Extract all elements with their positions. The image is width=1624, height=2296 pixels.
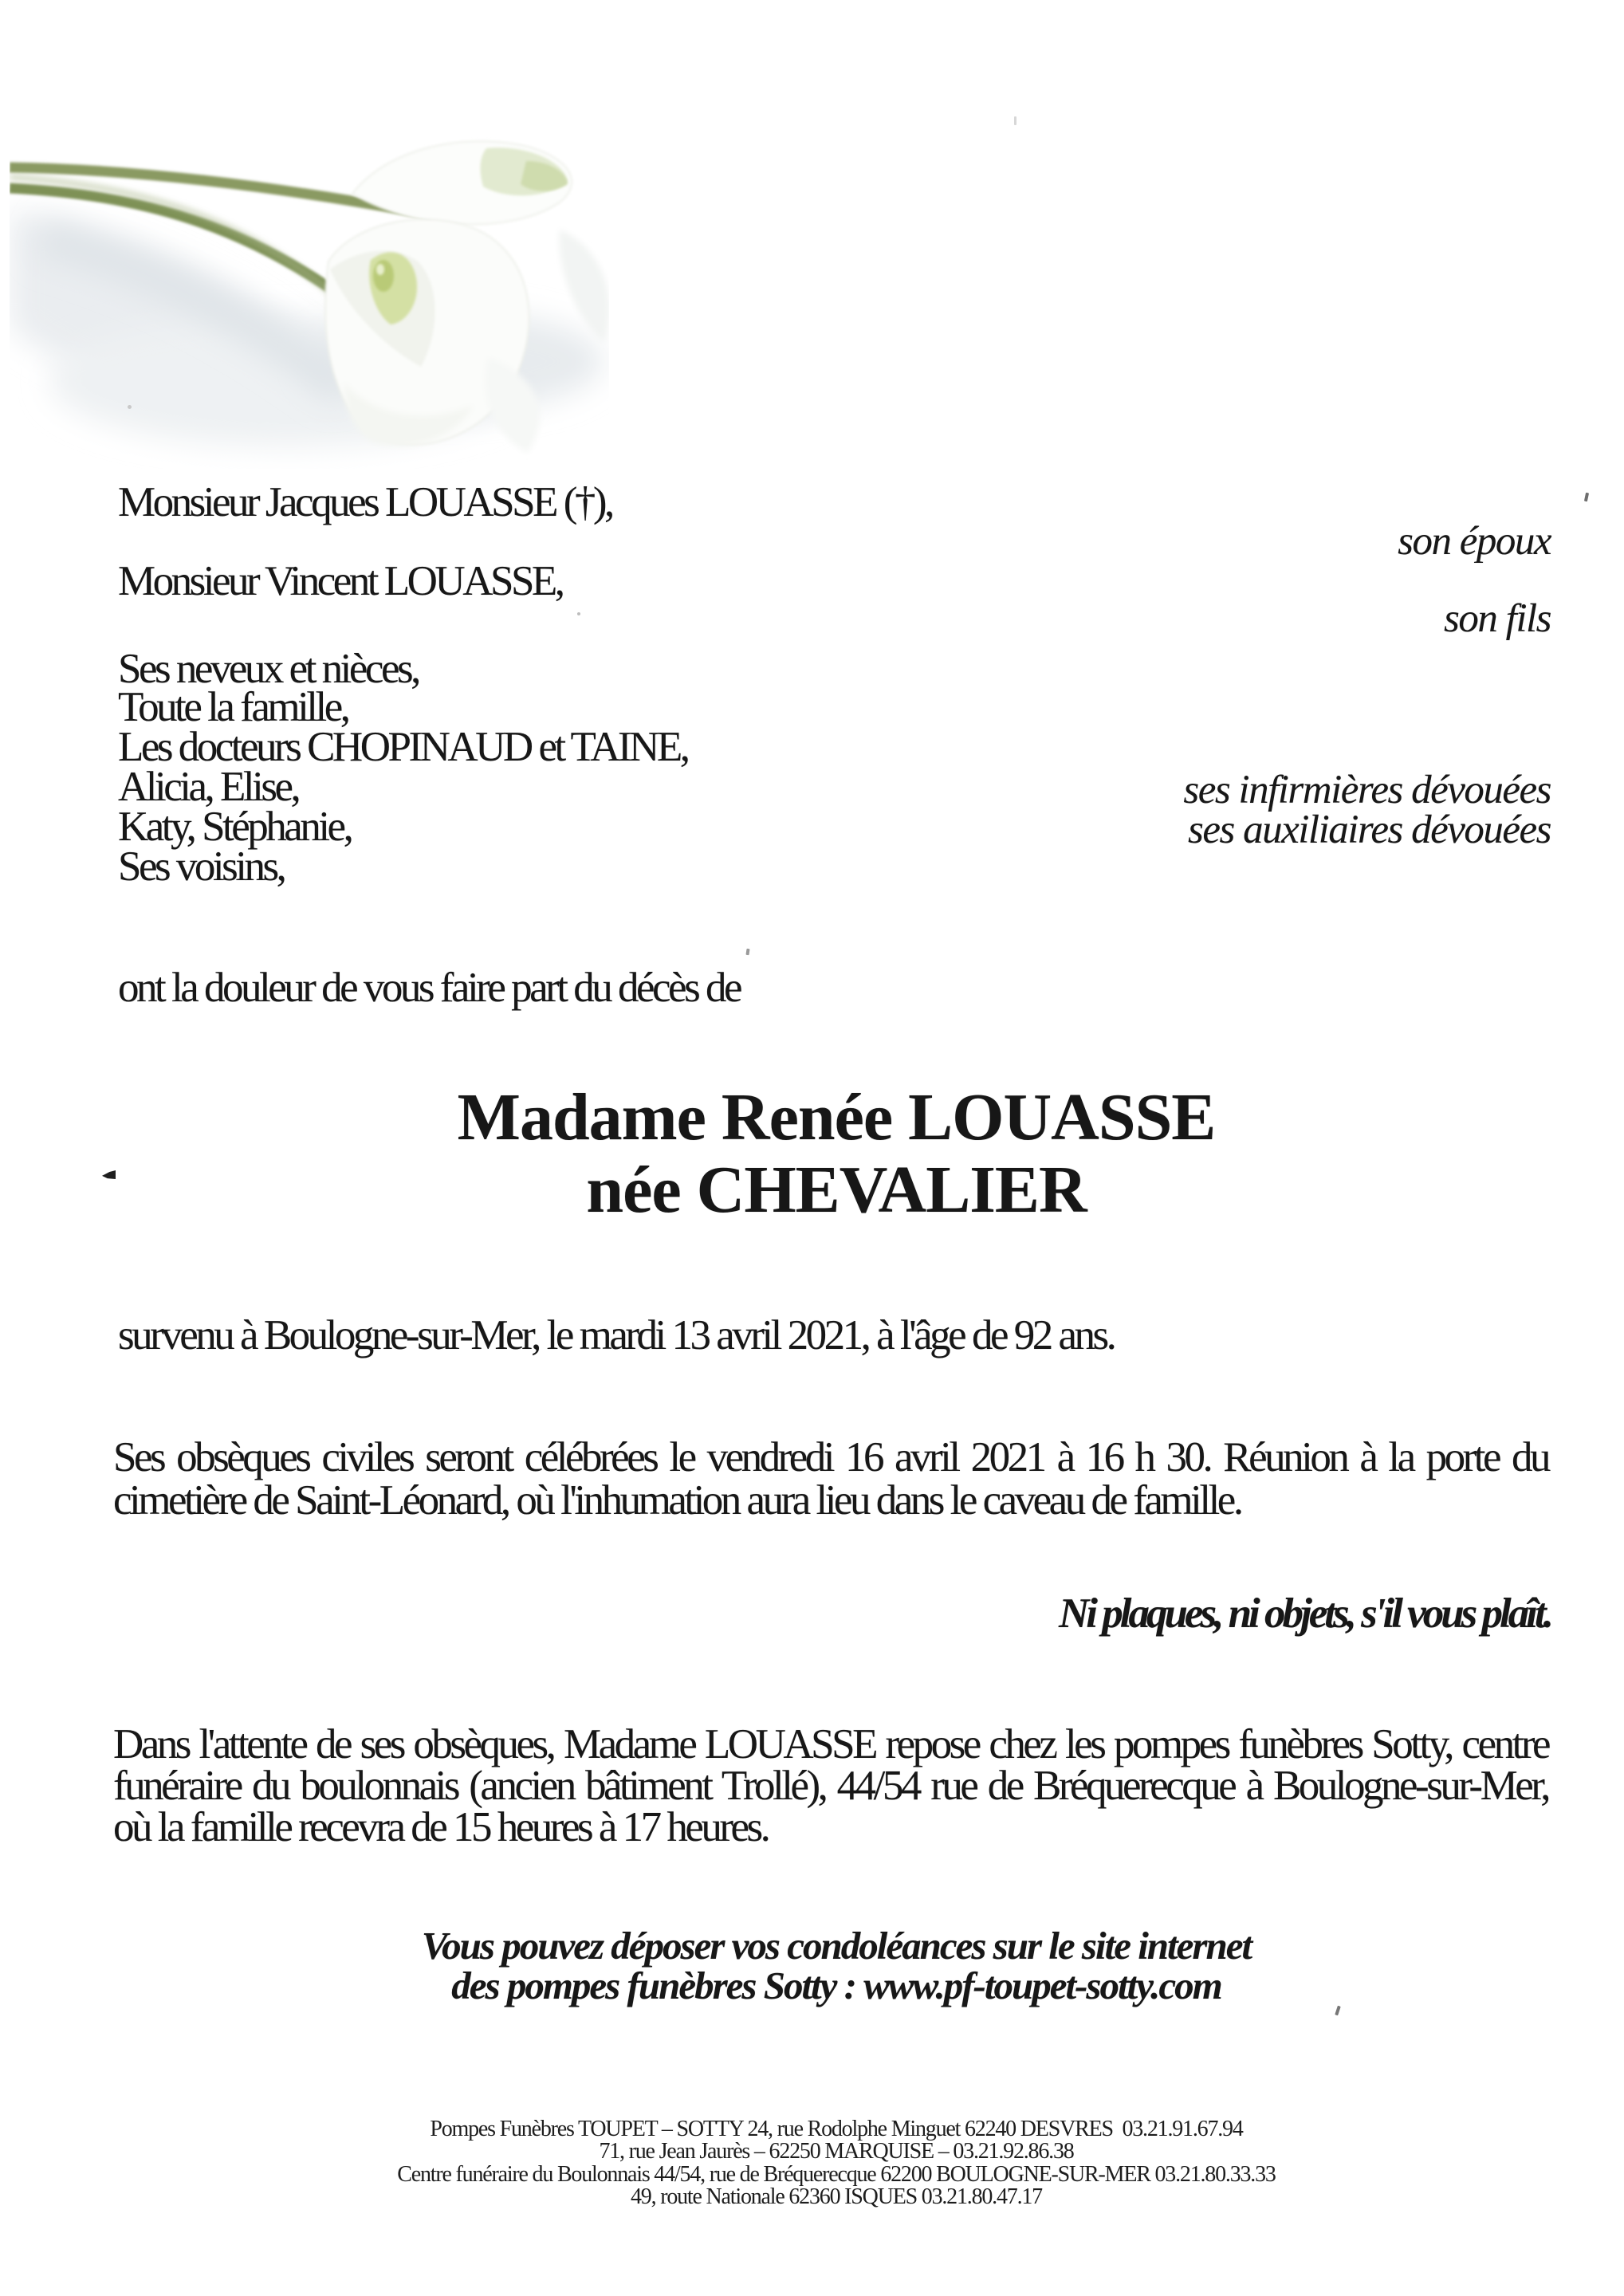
scan-speck — [1014, 116, 1016, 125]
scan-speck — [1335, 2006, 1341, 2016]
deceased-name — [94, 1081, 1579, 1226]
announcer-katy: Katy, Stéphanie, — [118, 804, 352, 850]
repose-paragraph — [113, 1721, 1548, 1850]
scan-speck — [128, 405, 132, 409]
attribution-husband: son époux — [1398, 519, 1551, 564]
deceased-name-line2: née CHEVALIER — [586, 1153, 1087, 1227]
funeral-paragraph — [113, 1436, 1548, 1522]
attribution-son: son fils — [1444, 596, 1551, 641]
footer-line-isques: 49, route Nationale 62360 ISQUES 03.21.80.47.17 — [631, 2184, 1042, 2210]
condolences-line-1: Vous pouvez déposer vos condoléances sur le site internet — [421, 1924, 1252, 1968]
repose-line-3: où la famille recevra de 15 heures à 17 heures. — [113, 1804, 769, 1850]
announcer-alicia: Alicia, Elise, — [118, 764, 299, 810]
repose-line-2: funéraire du boulonnais (ancien bâtiment Trollé), 44/54 rue de Bréquerecque à Boulogne-sur-Mer, — [113, 1763, 1548, 1809]
announcer-husband: Monsieur Jacques LOUASSE (†), — [118, 479, 612, 525]
deceased-name-line1: Madame Renée LOUASSE — [457, 1080, 1216, 1154]
footer-line-desvres: Pompes Funèbres TOUPET – SOTTY 24, rue Rodolphe Minguet 62240 DESVRES 03.21.91.67.94 — [430, 2117, 1243, 2141]
attribution-auxiliaries: ses auxiliaires dévouées — [1188, 808, 1551, 852]
repose-line-1: Dans l'attente de ses obsèques, Madame LOUASSE repose chez les pompes funèbres Sotty, centre — [113, 1721, 1548, 1767]
no-plaques-request: Ni plaques, ni objets, s'il vous plaît. — [1058, 1590, 1551, 1637]
announcer-nephews: Ses neveux et nièces, — [118, 646, 419, 692]
announcer-son: Monsieur Vincent LOUASSE, — [118, 558, 563, 604]
footer-line-boulogne: Centre funéraire du Boulonnais 44/54, rue de Bréquerecque 62200 BOULOGNE-SUR-MER 03.21.80.33.33 — [397, 2161, 1276, 2187]
footer-line-marquise: 71, rue Jean Jaurès – 62250 MARQUISE – 03.21.92.86.38 — [599, 2139, 1074, 2164]
calla-lily-photo — [10, 118, 609, 469]
scan-speck — [1584, 493, 1589, 502]
scan-speck — [577, 612, 580, 615]
funeral-line-1: Ses obsèques civiles seront célébrées le vendredi 16 avril 2021 à 16 h 30. Réunion à la porte du — [113, 1434, 1548, 1480]
announcer-doctors: Les docteurs CHOPINAUD et TAINE, — [118, 724, 688, 770]
funeral-home-footer — [94, 2118, 1579, 2209]
announcer-neighbors: Ses voisins, — [118, 843, 285, 890]
announcer-family: Toute la famille, — [118, 684, 348, 730]
death-line: survenu à Boulogne-sur-Mer, le mardi 13 avril 2021, à l'âge de 92 ans. — [118, 1312, 1115, 1358]
attribution-nurses: ses infirmières dévouées — [1183, 768, 1551, 812]
condolences-line-2: des pompes funèbres Sotty : www.pf-toupet-sotty.com — [451, 1964, 1221, 2007]
funeral-line-2: cimetière de Saint-Léonard, où l'inhumation aura lieu dans le caveau de famille. — [113, 1477, 1241, 1523]
condolences-note — [94, 1926, 1579, 2006]
scan-speck — [745, 949, 749, 955]
intro-line: ont la douleur de vous faire part du décès de — [118, 965, 740, 1011]
